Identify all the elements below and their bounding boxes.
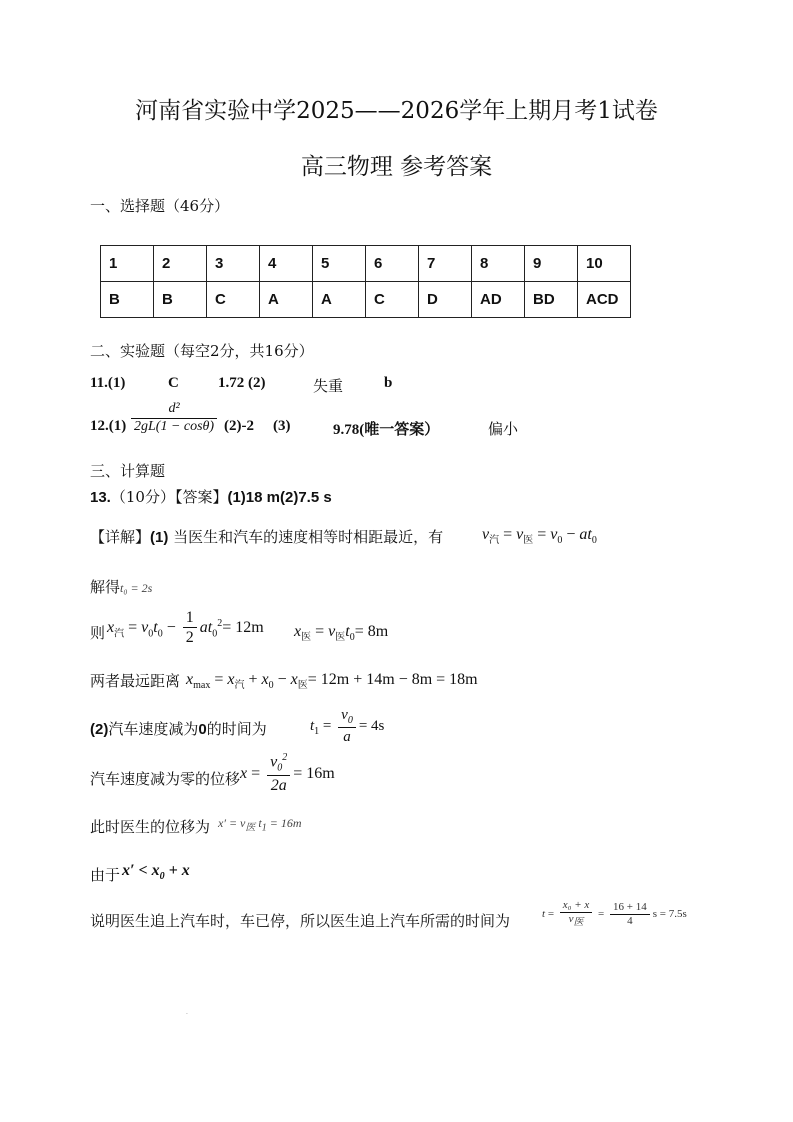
q12-label: 12.(1)	[90, 418, 127, 434]
q13-line6-text: 汽车速度减为零的位移	[90, 770, 241, 788]
q13-line6	[90, 768, 240, 789]
q13-line9	[90, 910, 510, 931]
q13-header	[90, 486, 332, 507]
table-cell: 10	[578, 246, 631, 282]
q11-label: 11.(1)	[90, 375, 126, 391]
q13-line4-text: 两者最远距离	[90, 672, 181, 690]
q11-answer-2: 1.72 (2)	[218, 375, 266, 391]
q13-line5-result: = 4s	[358, 718, 385, 734]
table-row-answers	[101, 282, 631, 318]
table-cell: C	[366, 282, 419, 318]
q13-line9-frac2-num: 16 + 14	[610, 901, 650, 915]
q13-line1-text: 当医生和汽车的速度相等时相距最近，有	[173, 528, 444, 546]
q12-frac-den: 2gL(1 − cosθ)	[134, 418, 215, 434]
q13-line4-formula: $x_{max} = x_汽 + x_0 - x_医= 12m + 14m - 8m = 18m$	[186, 671, 478, 692]
table-cell: 5	[313, 246, 366, 282]
q12-part3: (3)	[273, 418, 291, 434]
section3-heading: 三、计算题	[90, 462, 166, 480]
q12-value: 9.78(唯一答案）	[333, 422, 440, 438]
q13-line9-frac2-den: 4	[627, 914, 633, 927]
table-cell: ACD	[578, 282, 631, 318]
q11-answer-3: 失重	[313, 377, 344, 395]
table-cell: A	[313, 282, 366, 318]
page-title: 河南省实验中学2025——2026学年上期月考1试卷	[135, 98, 658, 124]
table-cell: 9	[525, 246, 578, 282]
q13-line5-text-b: 的时间为	[206, 720, 267, 738]
table-cell: 1	[101, 246, 154, 282]
table-cell: D	[419, 282, 472, 318]
q12-bias: 偏小	[488, 420, 519, 438]
q11-answer-1: C	[168, 375, 179, 391]
q13-line9-text: 说明医生追上汽车时，车已停，所以医生追上汽车所需的时间为	[90, 912, 511, 930]
q13-label: 13.	[90, 489, 111, 506]
answer-table	[100, 245, 631, 318]
q13-line6-result: = 16m	[293, 764, 335, 782]
q13-line8	[90, 864, 120, 885]
q13-line2	[90, 576, 152, 597]
q13-line8-text: 由于	[90, 866, 121, 884]
q12-frac-num: d²	[131, 401, 217, 419]
q13-line4	[90, 670, 180, 691]
q13-line5-text-a: 汽车速度减为	[108, 720, 199, 738]
q13-line7-text: 此时医生的位移为	[90, 818, 211, 836]
page-subtitle: 高三物理 参考答案	[300, 154, 493, 180]
q13-line5-part: (2)	[90, 721, 109, 738]
table-cell: A	[260, 282, 313, 318]
q13-line7	[90, 816, 210, 837]
q13-line3	[90, 622, 105, 643]
q13-line9-result: s = 7.5s	[652, 908, 687, 921]
table-cell: 7	[419, 246, 472, 282]
table-cell: BD	[525, 282, 578, 318]
table-cell: C	[207, 282, 260, 318]
table-cell: B	[101, 282, 154, 318]
q13-score: （10分）	[110, 488, 175, 506]
q13-line2-text: 解得	[90, 578, 121, 596]
q13-answer: (1)18 m(2)7.5 s	[227, 489, 332, 506]
table-row-numbers	[101, 246, 631, 282]
table-cell: 2	[154, 246, 207, 282]
q13-line1	[90, 526, 443, 547]
q13-line5	[90, 718, 267, 739]
section1-heading: 一、选择题（46分）	[90, 197, 230, 215]
q13-detail-part: (1)	[150, 529, 169, 546]
q13-line9-formula: t = $\frac{\text{x₀ + x}}{v_医}$ = $\frac{16 + 14}{4}$ s = 7.5s	[542, 899, 687, 929]
q11-answer-4: b	[384, 375, 393, 391]
table-cell: B	[154, 282, 207, 318]
table-cell: 4	[260, 246, 313, 282]
q13-line7-formula: $x' = v_医$ $t_1 = 16m$	[218, 816, 302, 834]
q13-line5-formula: $t_1$ = $\frac{v_0}{a}$ = 4s	[310, 707, 385, 745]
table-cell: 3	[207, 246, 260, 282]
q12-formula	[128, 401, 220, 436]
table-cell: 6	[366, 246, 419, 282]
q13-detail-tag: 【详解】	[90, 528, 151, 546]
table-cell: 8	[472, 246, 525, 282]
table-cell: AD	[472, 282, 525, 318]
q12-part2: (2)-2	[224, 418, 254, 434]
q13-line6-formula: x = $\frac{v_0^2}{2a}$ = 16m	[240, 752, 335, 794]
q13-line5-zero: 0	[198, 721, 207, 738]
q13-line3-eq2-right: = 8m	[354, 623, 389, 640]
q13-line3-formula1: $x_汽 = v_0t_0$ − $\frac{1}{2}$ $at_0^2= 12m$	[107, 609, 264, 647]
q13-line3-formula2: $x_医 = v_医t_0= 8m$	[294, 623, 389, 644]
q13-line3-eq1-right: = 12m	[222, 619, 264, 637]
q13-line8-formula: $x' < x_0 + x$	[122, 862, 190, 883]
stray-dot: ·	[186, 1011, 188, 1018]
q13-line9-frac1-num: x₀ + x	[560, 899, 593, 913]
q13-answer-tag: 【答案】	[174, 488, 228, 506]
section2-heading: 二、实验题（每空2分，共16分）	[90, 342, 314, 360]
q13-line2-formula: t₀ = 2s	[120, 581, 153, 595]
q13-line1-formula: $v_汽 = v_医 = v_0 - at_0$	[482, 526, 597, 547]
q13-line4-formula-right: = 12m + 14m − 8m = 18m	[307, 671, 478, 688]
q13-line3-prefix: 则	[90, 624, 106, 642]
